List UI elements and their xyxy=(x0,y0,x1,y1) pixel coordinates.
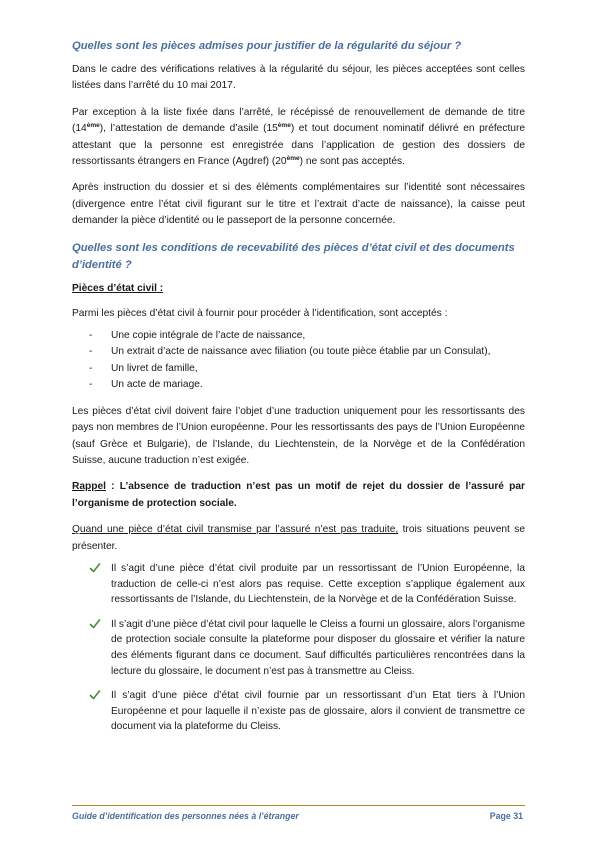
situations-underlined: Quand une pièce d’état civil transmise par l’assuré n’est pas traduite, xyxy=(72,524,399,536)
rappel-label: Rappel xyxy=(72,481,106,493)
list-item xyxy=(72,688,525,735)
section-heading-sejour: Quelles sont les pièces admises pour justifier de la régularité du séjour ? xyxy=(72,40,462,52)
checkmark-icon xyxy=(89,618,101,630)
list-item-text: Il s’agit d’une pièce d’état civil produite par un ressortissant de l’Union Européenne, la traduction de celle-ci n’est alors pas requise. Cette exception s’applique également aux ressortissants de l’Islande, du Liechtenstein, de la Norvège et de la Confédération Suisse. xyxy=(111,562,525,606)
paragraph-instruction: Après instruction du dossier et si des éléments complémentaires sur l’identité sont nécessaires (divergence entre l’état civil figurant sur le titre et l’extrait d’acte de naissance), la caisse peut demander la pièce d’identité ou le passeport de la personne concernée. xyxy=(72,182,525,227)
text-run: Par exception à la liste fixée dans l’arrêté, le récépissé de renouvellement de demande de titre (14 xyxy=(72,106,525,135)
list-item-text: Il s’agit d’une pièce d’état civil pour laquelle le Cleiss a fourni un glossaire, alors l’organisme de protection sociale consulte la plateforme pour disposer du glossaire et vérifier la nature des éléments figurant dans ce document. Sauf difficultés particulières rencontrées dans la lecture du glossaire, le document n’est pas à transmettre au Cleiss. xyxy=(111,618,525,677)
paragraph-situations xyxy=(72,522,525,555)
text-run: ) et tout document nominatif délivré en préfecture attestant que la personne est enregistrée dans l’application de gestion des dossiers de ressortissants étrangers en France (Agdref) (20 xyxy=(72,123,525,168)
rappel-text: : L’absence de traduction n’est pas un motif de rejet du dossier de l’assuré par l’organisme de protection sociale. xyxy=(72,481,525,509)
list-item-text: Un acte de mariage. xyxy=(111,379,203,391)
list-item: - Un extrait d’acte de naissance avec filiation (ou toute pièce établie par un Consulat), xyxy=(89,346,491,358)
text-run: ) ne sont pas acceptés. xyxy=(299,156,405,168)
rappel-note xyxy=(72,479,525,512)
accepted-documents-list xyxy=(72,328,525,394)
paragraph-verification: Dans le cadre des vérifications relatives à la régularité du séjour, les pièces acceptées sont celles listées dans l’arrêté du 10 mai 2017. xyxy=(72,64,525,92)
paragraph-translation: Les pièces d’état civil doivent faire l’objet d’une traduction uniquement pour les ressortissants des pays non membres de l’Union européenne. Pour les ressortissants des pays de l’Union Européenne (sauf Grèce et Bulgarie), de l’Islande, du Liechtenstein, de la Norvège et de la Confédération Suisse, aucune traduction n’est exigée. xyxy=(72,405,525,466)
page-footer xyxy=(72,811,525,821)
situations-list xyxy=(72,561,525,735)
list-item xyxy=(72,561,525,608)
document-page xyxy=(72,38,525,744)
list-item: - Une copie intégrale de l’acte de naissance, xyxy=(89,330,306,342)
superscript: ème xyxy=(286,155,300,163)
superscript: ème xyxy=(277,122,291,130)
page-number: Page 31 xyxy=(489,811,523,821)
list-item: - Un livret de famille, xyxy=(89,362,198,374)
list-item-text: Une copie intégrale de l’acte de naissance, xyxy=(111,330,306,342)
situations-rest: trois situations peuvent se présenter. xyxy=(72,524,525,552)
list-item-text: Un extrait d’acte de naissance avec filiation (ou toute pièce établie par un Consulat), xyxy=(111,346,491,358)
checkmark-icon xyxy=(89,562,101,574)
list-item-text: Il s’agit d’une pièce d’état civil fournie par un ressortissant d’un Etat tiers à l’Union Européenne et pour laquelle il n’existe pas de glossaire, alors il convient de transmettre ce document via la plateforme du Cleiss. xyxy=(111,690,525,733)
list-item-text: Un livret de famille, xyxy=(111,362,198,374)
checkmark-icon xyxy=(89,689,101,701)
superscript: ème xyxy=(86,122,100,130)
footer-divider xyxy=(72,805,525,806)
text-run: ), l’attestation de demande d’asile (15 xyxy=(99,123,278,135)
subsection-title: Pièces d’état civil : xyxy=(72,282,164,294)
section-heading-recevabilite: Quelles sont les conditions de recevabilité des pièces d’état civil et des documents d’identité ? xyxy=(72,241,515,271)
paragraph-exception xyxy=(72,105,525,171)
paragraph-intro: Parmi les pièces d’état civil à fournir pour procéder à l’identification, sont acceptés : xyxy=(72,307,448,319)
list-item: - Un acte de mariage. xyxy=(89,379,203,391)
list-item xyxy=(72,617,525,679)
footer-title: Guide d’identification des personnes nées à l’étranger xyxy=(72,811,299,821)
